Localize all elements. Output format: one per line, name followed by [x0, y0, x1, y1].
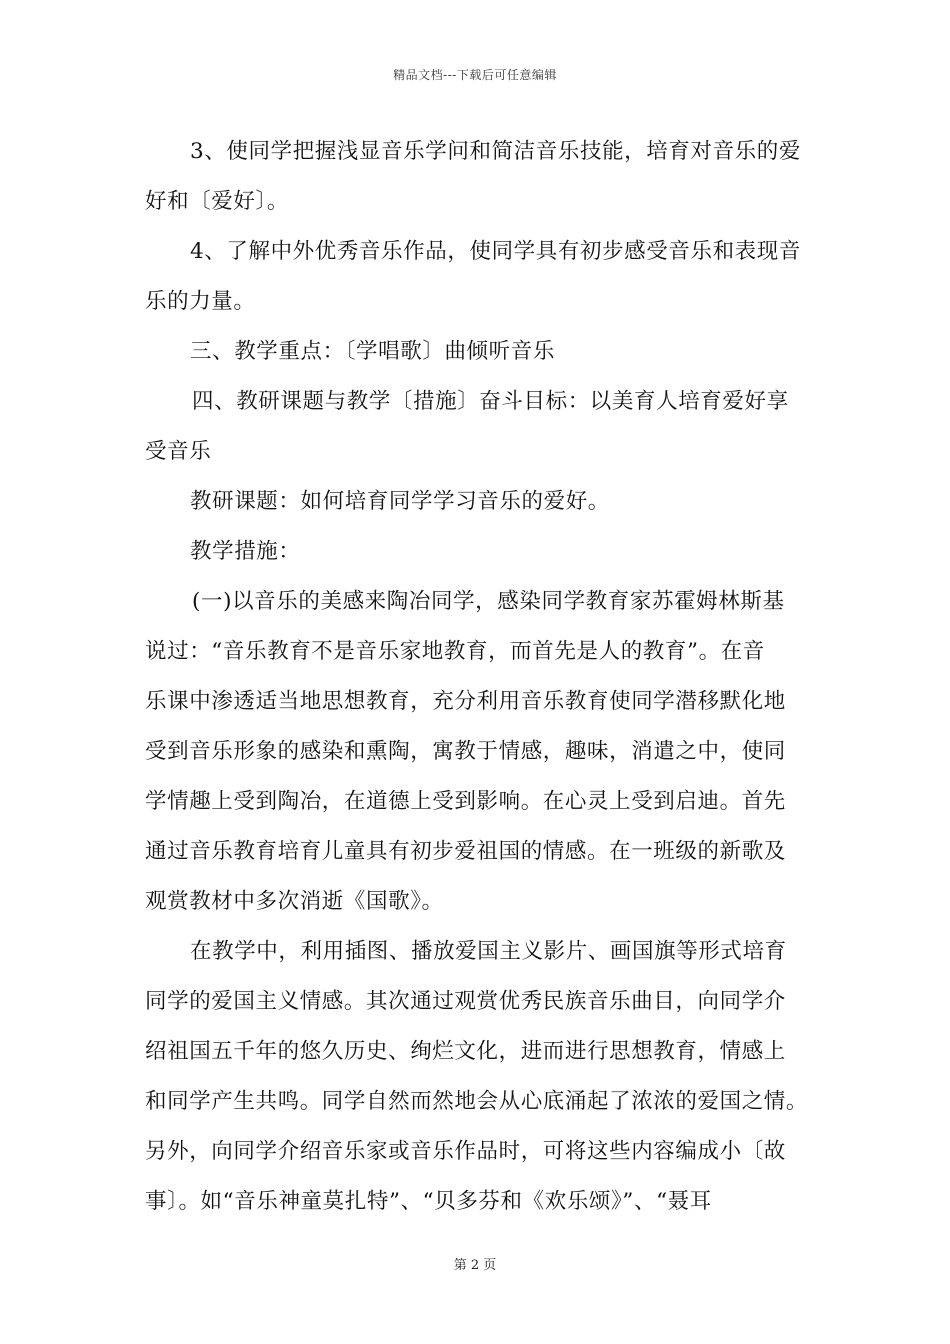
- paragraph-line: 说过：“音乐教育不是音乐家地教育，而首先是人的教育”。在音: [145, 639, 765, 664]
- paragraph-line: 通过音乐教育培育儿童具有初步爱祖国的情感。在一班级的新歌及: [145, 839, 786, 864]
- page-number: 第 2 页: [453, 1258, 497, 1273]
- section-heading: 三、教学重点：〔学唱歌〕曲倾听音乐: [190, 339, 555, 364]
- paragraph-line: 观赏教材中多次消逝《国歌》。: [145, 889, 444, 914]
- paragraph-line: 同学的爱国主义情感。其次通过观赏优秀民族音乐曲目，向同学介: [145, 989, 786, 1014]
- paragraph-line: 受音乐: [145, 439, 212, 464]
- paragraph-line: 教研课题：如何培育同学学习音乐的爱好。: [190, 489, 610, 514]
- paragraph-line: 教学措施：: [190, 539, 301, 564]
- paragraph-line: 另外，向同学介绍音乐家或音乐作品时，可将这些内容编成小〔故: [145, 1139, 786, 1164]
- paragraph-line: 乐课中渗透适当地思想教育，充分利用音乐教育使同学潜移默化地: [145, 689, 786, 714]
- paragraph-line: 4、了解中外优秀音乐作品，使同学具有初步感受音乐和表现音: [190, 239, 801, 264]
- paragraph-line: 3、使同学把握浅显音乐学问和简洁音乐技能，培育对音乐的爱: [190, 139, 801, 164]
- paragraph-line: 受到音乐形象的感染和熏陶，寓教于情感，趣味，消遣之中，使同: [145, 739, 786, 764]
- paragraph-line: 在教学中，利用插图、播放爱国主义影片、画国旗等形式培育: [190, 939, 787, 964]
- paragraph-line: 好和〔爱好〕。: [145, 189, 289, 214]
- paragraph-line: 和同学产生共鸣。同学自然而然地会从心底涌起了浓浓的爱国之情。: [145, 1089, 809, 1114]
- paragraph-line: 学情趣上受到陶冶，在道德上受到影响。在心灵上受到启迪。首先: [145, 789, 786, 814]
- paragraph-line: 乐的力量。: [145, 289, 256, 314]
- paragraph-line: 绍祖国五千年的悠久历史、绚烂文化，进而进行思想教育，情感上: [145, 1039, 786, 1064]
- section-heading: 四、教研课题与教学〔措施〕奋斗目标：以美育人培育爱好享: [192, 389, 789, 414]
- page-header: 精品文档---下载后可任意编辑: [393, 68, 557, 82]
- paragraph-line: 事〕。如“音乐神童莫扎特”、“贝多芬和《欢乐颂》”、“聂耳: [145, 1189, 712, 1214]
- paragraph-line: (一)以音乐的美感来陶冶同学，感染同学教育家苏霍姆林斯基: [192, 589, 785, 614]
